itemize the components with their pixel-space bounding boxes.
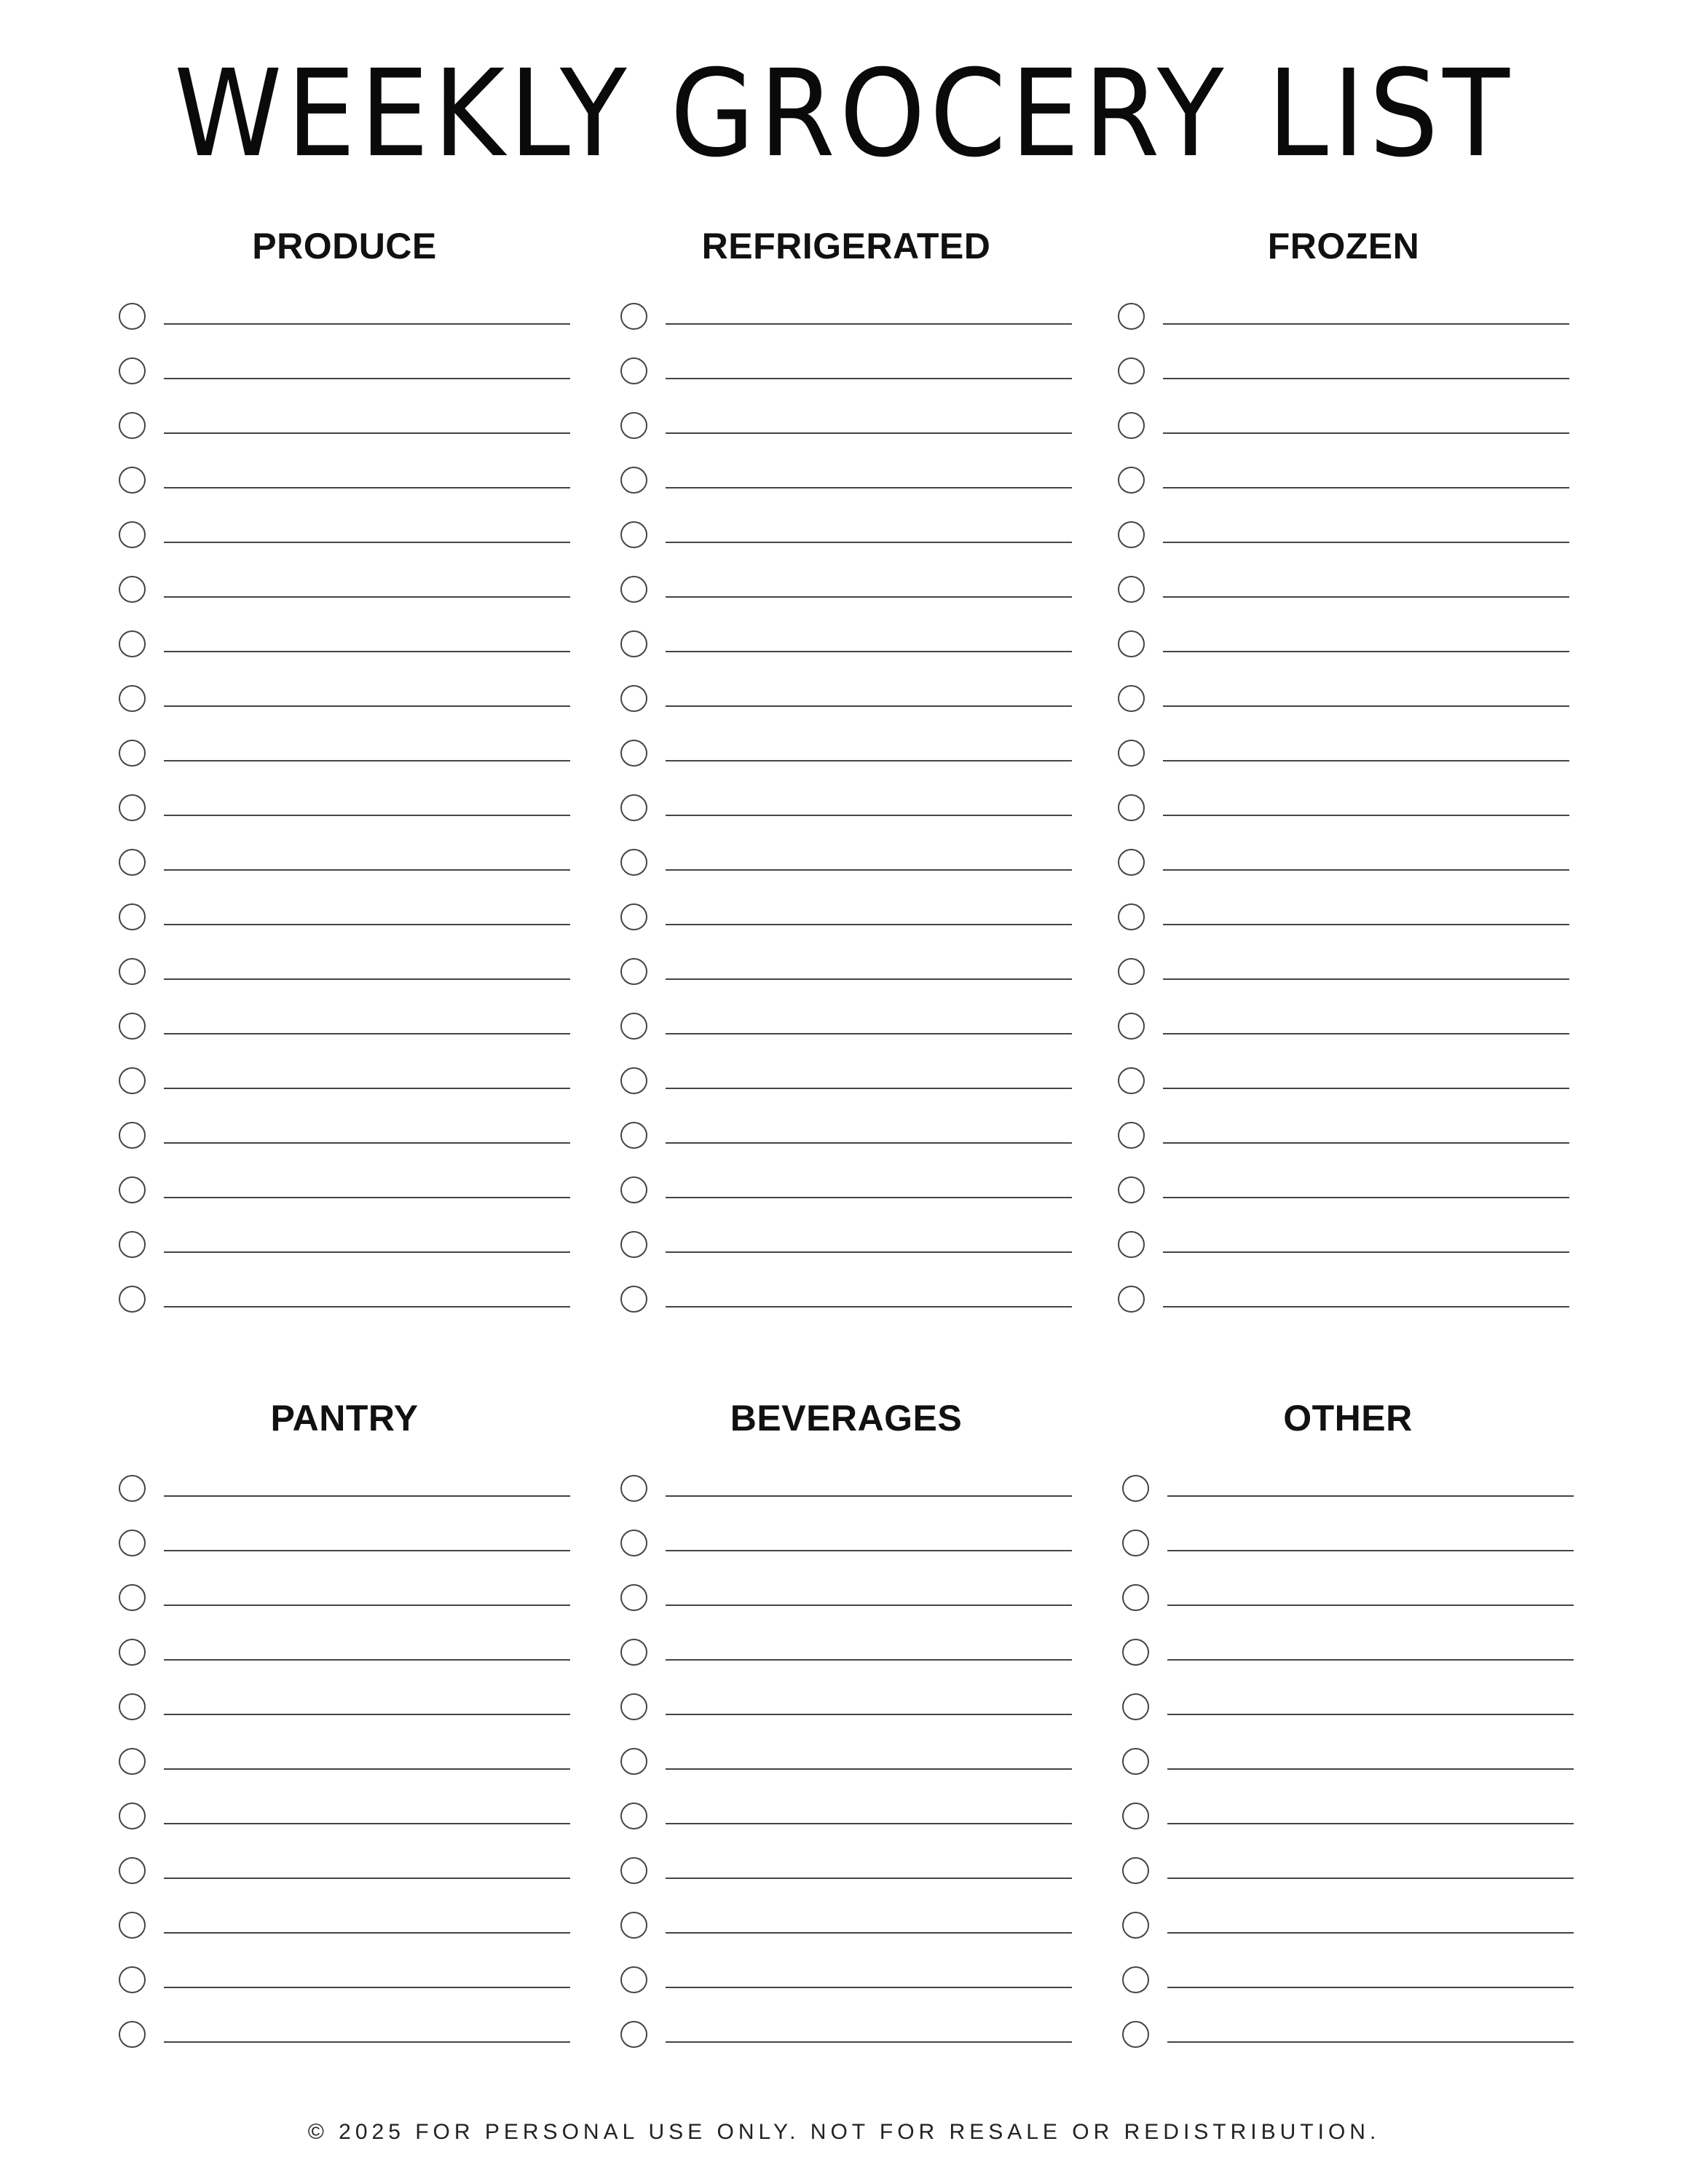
checkbox-circle-icon[interactable] (620, 2021, 647, 2048)
list-item (620, 1789, 1072, 1844)
checkbox-circle-icon[interactable] (119, 740, 146, 767)
write-in-line[interactable] (1163, 542, 1569, 543)
list-item (620, 508, 1072, 563)
list-item (1118, 836, 1569, 890)
checkbox-circle-icon[interactable] (1122, 1857, 1149, 1884)
write-in-line[interactable] (1163, 378, 1569, 379)
write-in-line[interactable] (1163, 1088, 1569, 1089)
list-item (1122, 1735, 1574, 1789)
list-item (620, 1054, 1072, 1109)
write-in-line[interactable] (1163, 1306, 1569, 1307)
checkbox-circle-icon[interactable] (1122, 1912, 1149, 1939)
list-item (620, 344, 1072, 399)
write-in-line[interactable] (1163, 487, 1569, 488)
write-in-line[interactable] (666, 542, 1072, 543)
list-item (119, 727, 570, 781)
checkbox-circle-icon[interactable] (620, 1912, 647, 1939)
write-in-line[interactable] (666, 323, 1072, 325)
checkbox-circle-icon[interactable] (1118, 521, 1145, 548)
checkbox-circle-icon[interactable] (1122, 1803, 1149, 1829)
checkbox-circle-icon[interactable] (119, 1693, 146, 1720)
write-in-line[interactable] (164, 1987, 570, 1988)
list-item (119, 1571, 570, 1626)
list-item (620, 1163, 1072, 1218)
list-item (620, 399, 1072, 454)
checkbox-circle-icon[interactable] (1118, 740, 1145, 767)
item-list (1122, 1462, 1574, 2062)
section-frozen (1118, 224, 1569, 1327)
list-item (119, 290, 570, 344)
checkbox-circle-icon[interactable] (119, 303, 146, 330)
write-in-line[interactable] (164, 1878, 570, 1879)
checkbox-circle-icon[interactable] (620, 630, 647, 657)
checkbox-circle-icon[interactable] (119, 1067, 146, 1094)
checkbox-circle-icon[interactable] (1118, 1013, 1145, 1040)
item-list (620, 1462, 1072, 2062)
list-item (1122, 1680, 1574, 1735)
write-in-line[interactable] (666, 924, 1072, 925)
list-item (119, 2008, 570, 2062)
checkbox-circle-icon[interactable] (1122, 1748, 1149, 1775)
list-item (119, 1218, 570, 1273)
list-item (119, 344, 570, 399)
write-in-line[interactable] (1163, 815, 1569, 816)
write-in-line[interactable] (666, 1550, 1072, 1551)
write-in-line[interactable] (164, 1714, 570, 1715)
list-item (119, 890, 570, 945)
write-in-line[interactable] (666, 651, 1072, 652)
checkbox-circle-icon[interactable] (119, 1748, 146, 1775)
write-in-line[interactable] (1167, 1659, 1574, 1661)
list-item (119, 1163, 570, 1218)
write-in-line[interactable] (666, 1605, 1072, 1606)
write-in-line[interactable] (164, 705, 570, 707)
section-beverages (620, 1396, 1072, 2062)
checkbox-circle-icon[interactable] (119, 958, 146, 985)
checkbox-circle-icon[interactable] (620, 794, 647, 821)
checkbox-circle-icon[interactable] (620, 1803, 647, 1829)
checkbox-circle-icon[interactable] (119, 1530, 146, 1556)
list-item (620, 1571, 1072, 1626)
checkbox-circle-icon[interactable] (620, 1122, 647, 1149)
list-item (119, 1273, 570, 1327)
checkbox-circle-icon[interactable] (620, 1176, 647, 1203)
write-in-line[interactable] (1167, 1550, 1574, 1551)
list-item (1118, 290, 1569, 344)
checkbox-circle-icon[interactable] (119, 1013, 146, 1040)
checkbox-circle-icon[interactable] (119, 1584, 146, 1611)
checkbox-circle-icon[interactable] (119, 1912, 146, 1939)
write-in-line[interactable] (666, 432, 1072, 434)
checkbox-circle-icon[interactable] (620, 303, 647, 330)
write-in-line[interactable] (1163, 596, 1569, 598)
checkbox-circle-icon[interactable] (119, 412, 146, 439)
write-in-line[interactable] (164, 651, 570, 652)
section-other (1122, 1396, 1574, 2062)
write-in-line[interactable] (164, 2041, 570, 2043)
checkbox-circle-icon[interactable] (1118, 1176, 1145, 1203)
list-item (1118, 1273, 1569, 1327)
checkbox-circle-icon[interactable] (1122, 1966, 1149, 1993)
list-item (1122, 1516, 1574, 1571)
section-heading: OTHER (1283, 1398, 1413, 1439)
write-in-line[interactable] (164, 815, 570, 816)
list-item (1118, 1218, 1569, 1273)
write-in-line[interactable] (1163, 1197, 1569, 1198)
write-in-line[interactable] (1167, 1768, 1574, 1770)
list-item (620, 1462, 1072, 1516)
list-item (620, 890, 1072, 945)
checkbox-circle-icon[interactable] (620, 357, 647, 384)
checkbox-circle-icon[interactable] (1118, 1122, 1145, 1149)
list-item (1122, 1789, 1574, 1844)
list-item (620, 672, 1072, 727)
write-in-line[interactable] (1163, 1033, 1569, 1034)
list-item (1118, 1000, 1569, 1054)
write-in-line[interactable] (1167, 1714, 1574, 1715)
write-in-line[interactable] (666, 760, 1072, 761)
write-in-line[interactable] (1167, 1878, 1574, 1879)
checkbox-circle-icon[interactable] (620, 1067, 647, 1094)
list-item (119, 781, 570, 836)
write-in-line[interactable] (666, 1033, 1072, 1034)
write-in-line[interactable] (666, 869, 1072, 871)
write-in-line[interactable] (1163, 760, 1569, 761)
checkbox-circle-icon[interactable] (119, 630, 146, 657)
list-item (620, 1626, 1072, 1680)
section-heading: FROZEN (1267, 226, 1420, 266)
checkbox-circle-icon[interactable] (1118, 849, 1145, 876)
checkbox-circle-icon[interactable] (1118, 467, 1145, 494)
write-in-line[interactable] (666, 1142, 1072, 1144)
checkbox-circle-icon[interactable] (119, 1639, 146, 1666)
list-item (620, 617, 1072, 672)
write-in-line[interactable] (164, 1659, 570, 1661)
write-in-line[interactable] (666, 1768, 1072, 1770)
write-in-line[interactable] (164, 1932, 570, 1934)
checkbox-circle-icon[interactable] (119, 1475, 146, 1502)
list-item (119, 672, 570, 727)
list-item (119, 1844, 570, 1899)
list-item (1118, 454, 1569, 508)
checkbox-circle-icon[interactable] (620, 1013, 647, 1040)
write-in-line[interactable] (1163, 1142, 1569, 1144)
write-in-line[interactable] (1167, 2041, 1574, 2043)
list-item (119, 508, 570, 563)
write-in-line[interactable] (164, 1495, 570, 1497)
write-in-line[interactable] (666, 815, 1072, 816)
write-in-line[interactable] (1163, 924, 1569, 925)
write-in-line[interactable] (1167, 1605, 1574, 1606)
list-item (620, 1516, 1072, 1571)
write-in-line[interactable] (164, 1142, 570, 1144)
list-item (119, 945, 570, 1000)
write-in-line[interactable] (1167, 1932, 1574, 1934)
write-in-line[interactable] (164, 1823, 570, 1824)
write-in-line[interactable] (164, 1197, 570, 1198)
checkbox-circle-icon[interactable] (620, 467, 647, 494)
list-item (119, 1899, 570, 1953)
write-in-line[interactable] (164, 1088, 570, 1089)
checkbox-circle-icon[interactable] (119, 1803, 146, 1829)
write-in-line[interactable] (666, 1251, 1072, 1253)
list-item (620, 727, 1072, 781)
section-heading: REFRIGERATED (701, 226, 991, 266)
checkbox-circle-icon[interactable] (620, 903, 647, 930)
list-item (119, 399, 570, 454)
checkbox-circle-icon[interactable] (1118, 303, 1145, 330)
write-in-line[interactable] (164, 1251, 570, 1253)
list-item (620, 1953, 1072, 2008)
page-title: WEEKLY GROCERY LIST (174, 44, 1514, 184)
write-in-line[interactable] (1163, 1251, 1569, 1253)
write-in-line[interactable] (164, 542, 570, 543)
list-item (1122, 1844, 1574, 1899)
list-item (620, 1000, 1072, 1054)
write-in-line[interactable] (666, 1987, 1072, 1988)
list-item (1122, 1626, 1574, 1680)
list-item (620, 1735, 1072, 1789)
list-item (1118, 945, 1569, 1000)
list-item (119, 1735, 570, 1789)
list-item (1118, 1109, 1569, 1163)
write-in-line[interactable] (666, 1823, 1072, 1824)
checkbox-circle-icon[interactable] (119, 794, 146, 821)
list-item (620, 781, 1072, 836)
list-item (119, 563, 570, 617)
list-item (119, 1054, 570, 1109)
checkbox-circle-icon[interactable] (119, 357, 146, 384)
write-in-line[interactable] (666, 1714, 1072, 1715)
write-in-line[interactable] (666, 1659, 1072, 1661)
checkbox-circle-icon[interactable] (620, 521, 647, 548)
checkbox-circle-icon[interactable] (1122, 1530, 1149, 1556)
list-item (1118, 890, 1569, 945)
list-item (620, 290, 1072, 344)
write-in-line[interactable] (666, 596, 1072, 598)
list-item (119, 1789, 570, 1844)
write-in-line[interactable] (666, 1306, 1072, 1307)
list-item (1122, 2008, 1574, 2062)
list-item (1122, 1571, 1574, 1626)
list-item (1118, 563, 1569, 617)
list-item (1122, 1899, 1574, 1953)
checkbox-circle-icon[interactable] (1118, 958, 1145, 985)
list-item (119, 1000, 570, 1054)
checkbox-circle-icon[interactable] (119, 1857, 146, 1884)
checkbox-circle-icon[interactable] (1118, 1286, 1145, 1313)
write-in-line[interactable] (1163, 705, 1569, 707)
checkbox-circle-icon[interactable] (119, 467, 146, 494)
write-in-line[interactable] (666, 1088, 1072, 1089)
list-item (1118, 1163, 1569, 1218)
list-item (620, 1844, 1072, 1899)
list-item (620, 1680, 1072, 1735)
checkbox-circle-icon[interactable] (620, 1231, 647, 1258)
list-item (119, 1109, 570, 1163)
checkbox-circle-icon[interactable] (119, 2021, 146, 2048)
write-in-line[interactable] (1163, 323, 1569, 325)
list-item (620, 1218, 1072, 1273)
list-item (620, 1109, 1072, 1163)
checkbox-circle-icon[interactable] (1118, 576, 1145, 603)
checkbox-circle-icon[interactable] (620, 1584, 647, 1611)
checkbox-circle-icon[interactable] (620, 1475, 647, 1502)
checkbox-circle-icon[interactable] (119, 849, 146, 876)
checkbox-circle-icon[interactable] (119, 521, 146, 548)
write-in-line[interactable] (666, 705, 1072, 707)
list-item (119, 1953, 570, 2008)
list-item (1118, 781, 1569, 836)
write-in-line[interactable] (164, 1550, 570, 1551)
checkbox-circle-icon[interactable] (1122, 1693, 1149, 1720)
list-item (1122, 1953, 1574, 2008)
section-heading: PANTRY (270, 1398, 419, 1439)
checkbox-circle-icon[interactable] (620, 740, 647, 767)
checkbox-circle-icon[interactable] (1118, 685, 1145, 712)
list-item (1122, 1462, 1574, 1516)
copyright-footer: © 2025 FOR PERSONAL USE ONLY. NOT FOR RESALE OR REDISTRIBUTION. (307, 2120, 1381, 2144)
section-heading: BEVERAGES (730, 1398, 963, 1439)
write-in-line[interactable] (1167, 1823, 1574, 1824)
checkbox-circle-icon[interactable] (1118, 357, 1145, 384)
list-item (1118, 508, 1569, 563)
checkbox-circle-icon[interactable] (620, 412, 647, 439)
write-in-line[interactable] (164, 378, 570, 379)
item-list (119, 1462, 570, 2062)
write-in-line[interactable] (164, 487, 570, 488)
list-item (1118, 617, 1569, 672)
list-item (620, 836, 1072, 890)
write-in-line[interactable] (666, 2041, 1072, 2043)
checkbox-circle-icon[interactable] (620, 1286, 647, 1313)
list-item (1118, 344, 1569, 399)
section-refrigerated (620, 224, 1072, 1327)
write-in-line[interactable] (164, 596, 570, 598)
list-item (119, 617, 570, 672)
write-in-line[interactable] (1167, 1987, 1574, 1988)
checkbox-circle-icon[interactable] (620, 849, 647, 876)
write-in-line[interactable] (164, 1768, 570, 1770)
write-in-line[interactable] (1163, 432, 1569, 434)
checkbox-circle-icon[interactable] (119, 1286, 146, 1313)
list-item (119, 454, 570, 508)
write-in-line[interactable] (666, 978, 1072, 980)
checkbox-circle-icon[interactable] (119, 1966, 146, 1993)
checkbox-circle-icon[interactable] (620, 1693, 647, 1720)
checkbox-circle-icon[interactable] (119, 576, 146, 603)
list-item (620, 563, 1072, 617)
write-in-line[interactable] (164, 1306, 570, 1307)
write-in-line[interactable] (666, 1197, 1072, 1198)
write-in-line[interactable] (164, 924, 570, 925)
checkbox-circle-icon[interactable] (1118, 1067, 1145, 1094)
checkbox-circle-icon[interactable] (1118, 794, 1145, 821)
list-item (119, 1626, 570, 1680)
write-in-line[interactable] (164, 323, 570, 325)
write-in-line[interactable] (666, 1932, 1072, 1934)
list-item (1118, 1054, 1569, 1109)
write-in-line[interactable] (164, 1033, 570, 1034)
write-in-line[interactable] (1163, 978, 1569, 980)
write-in-line[interactable] (164, 978, 570, 980)
list-item (1118, 399, 1569, 454)
section-produce (119, 224, 570, 1327)
checkbox-circle-icon[interactable] (1122, 1639, 1149, 1666)
list-item (620, 2008, 1072, 2062)
item-list (1118, 290, 1569, 1327)
list-item (620, 1899, 1072, 1953)
checkbox-circle-icon[interactable] (119, 1231, 146, 1258)
checkbox-circle-icon[interactable] (620, 958, 647, 985)
list-item (620, 945, 1072, 1000)
checkbox-circle-icon[interactable] (1118, 412, 1145, 439)
checkbox-circle-icon[interactable] (119, 903, 146, 930)
write-in-line[interactable] (164, 1605, 570, 1606)
list-item (1118, 727, 1569, 781)
list-item (119, 1680, 570, 1735)
list-item (119, 1462, 570, 1516)
list-item (620, 1273, 1072, 1327)
checkbox-circle-icon[interactable] (1118, 1231, 1145, 1258)
write-in-line[interactable] (666, 1495, 1072, 1497)
write-in-line[interactable] (1167, 1495, 1574, 1497)
write-in-line[interactable] (666, 378, 1072, 379)
write-in-line[interactable] (164, 869, 570, 871)
write-in-line[interactable] (164, 432, 570, 434)
write-in-line[interactable] (164, 760, 570, 761)
checkbox-circle-icon[interactable] (620, 1966, 647, 1993)
list-item (119, 1516, 570, 1571)
checkbox-circle-icon[interactable] (620, 1857, 647, 1884)
checkbox-circle-icon[interactable] (1122, 1475, 1149, 1502)
checkbox-circle-icon[interactable] (620, 685, 647, 712)
checkbox-circle-icon[interactable] (620, 1530, 647, 1556)
checkbox-circle-icon[interactable] (1118, 630, 1145, 657)
write-in-line[interactable] (666, 1878, 1072, 1879)
checkbox-circle-icon[interactable] (119, 685, 146, 712)
checkbox-circle-icon[interactable] (1122, 2021, 1149, 2048)
list-item (1118, 672, 1569, 727)
checkbox-circle-icon[interactable] (1122, 1584, 1149, 1611)
item-list (620, 290, 1072, 1327)
write-in-line[interactable] (1163, 869, 1569, 871)
section-pantry (119, 1396, 570, 2062)
checkbox-circle-icon[interactable] (119, 1176, 146, 1203)
item-list (119, 290, 570, 1327)
write-in-line[interactable] (666, 487, 1072, 488)
checkbox-circle-icon[interactable] (620, 576, 647, 603)
list-item (620, 454, 1072, 508)
write-in-line[interactable] (1163, 651, 1569, 652)
section-heading: PRODUCE (252, 226, 437, 266)
checkbox-circle-icon[interactable] (620, 1748, 647, 1775)
checkbox-circle-icon[interactable] (119, 1122, 146, 1149)
checkbox-circle-icon[interactable] (620, 1639, 647, 1666)
checkbox-circle-icon[interactable] (1118, 903, 1145, 930)
list-item (119, 836, 570, 890)
